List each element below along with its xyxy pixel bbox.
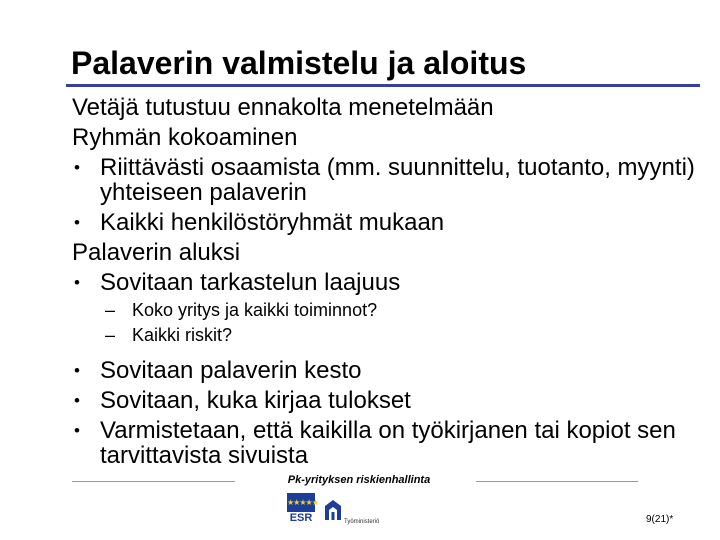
bullet-level1 <box>72 386 712 416</box>
bullet-marker: • <box>74 421 80 440</box>
bullet-marker: • <box>74 391 80 410</box>
bullet-text: Sovitaan tarkastelun laajuus <box>100 269 401 296</box>
bullet-level2 <box>72 298 712 323</box>
footer-banner: Pk-yrityksen riskienhallinta <box>287 474 431 486</box>
bullet-text: Koko yritys ja kaikki toiminnot? <box>132 300 378 320</box>
bullet-level1 <box>72 268 712 298</box>
eu-flag-icon: ★★★★★ <box>287 493 315 512</box>
ministry-logo-icon <box>322 498 344 524</box>
bullet-text: Varmistetaan, että kaikilla on työkirjanen tai kopiot sen tarvittavista sivuista <box>100 417 676 469</box>
dash-marker: – <box>105 300 116 320</box>
bullet-level1 <box>72 208 712 238</box>
ministry-caption: Työministeriö <box>344 519 380 525</box>
footer-divider-right <box>476 481 638 482</box>
bullet-text: Riittävästi osaamista (mm. suunnittelu, tuotanto, myynti) yhteiseen palaverin <box>100 154 695 206</box>
bullet-level0: Vetäjä tutustuu ennakolta menetelmään <box>72 94 494 121</box>
bullet-text: Kaikki henkilöstöryhmät mukaan <box>100 209 445 236</box>
title-underline <box>66 84 700 87</box>
spacer <box>72 348 712 356</box>
bullet-marker: • <box>74 158 80 177</box>
bullet-level0: Palaverin aluksi <box>72 239 241 266</box>
bullet-marker: • <box>74 361 80 380</box>
bullet-level1 <box>72 356 712 386</box>
bullet-marker: • <box>74 273 80 292</box>
bullet-level1 <box>72 153 712 208</box>
bullet-level1 <box>72 416 712 471</box>
bullet-text: Sovitaan, kuka kirjaa tulokset <box>100 387 411 414</box>
esr-logo-label: ESR <box>289 512 313 524</box>
bullet-level2 <box>72 323 712 348</box>
bullet-text: Kaikki riskit? <box>132 325 233 345</box>
slide-title: Palaverin valmistelu ja aloitus <box>71 45 527 81</box>
dash-marker: – <box>105 325 116 345</box>
page-number: 9(21)* <box>646 514 674 525</box>
footer-divider-left <box>72 481 235 482</box>
bullet-level0: Ryhmän kokoaminen <box>72 124 298 151</box>
bullet-text: Sovitaan palaverin kesto <box>100 357 362 384</box>
slide-body <box>72 93 712 471</box>
bullet-marker: • <box>74 213 80 232</box>
